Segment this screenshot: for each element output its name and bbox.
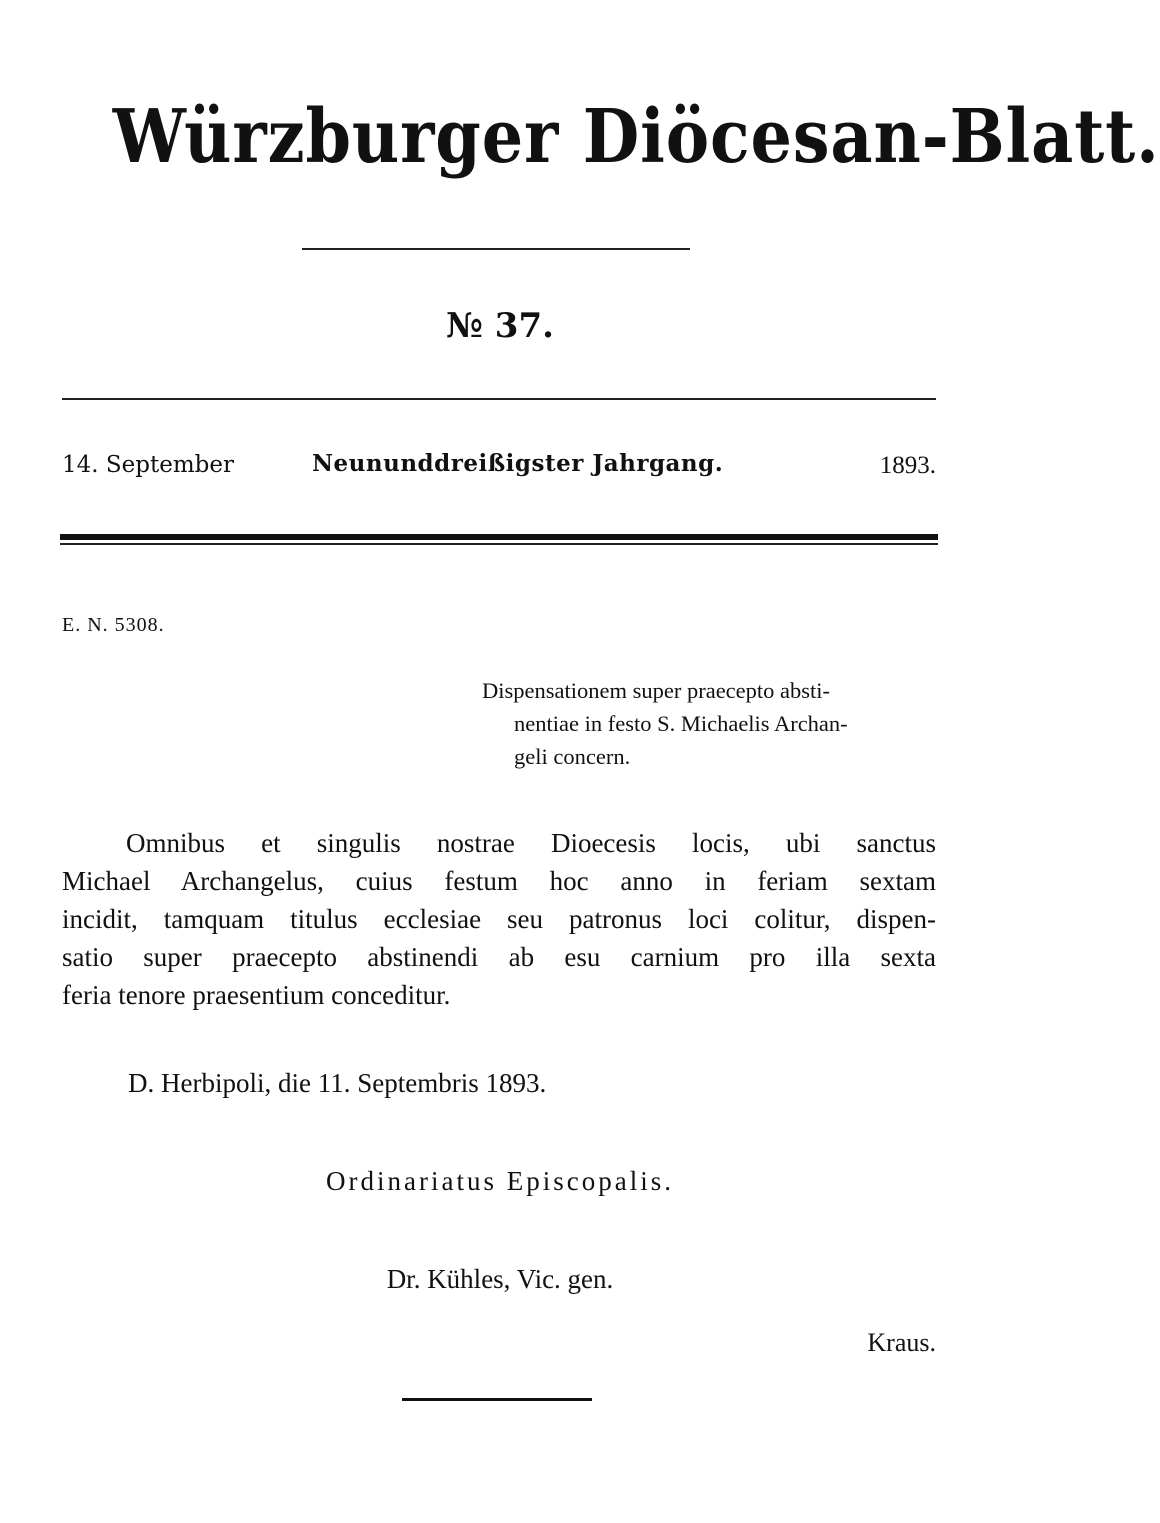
subject-line: nentiae in festo S. Michaelis Archan- <box>514 711 848 736</box>
subject-line: geli concern. <box>514 744 631 769</box>
issue-year: 1893. <box>879 452 936 479</box>
masthead-title: Würzburger Diöcesan-Blatt. <box>112 94 1160 180</box>
reference-number: E. N. 5308. <box>62 614 165 636</box>
body-line: feria tenore praesentium conceditur. <box>62 980 451 1010</box>
subject-line: Dispensationem super praecepto absti- <box>482 678 831 703</box>
masthead-divider <box>302 248 690 250</box>
volume-label: Neununddreißigster Jahrgang. <box>312 450 724 477</box>
subject-note <box>482 674 938 773</box>
place-and-date: D. Herbipoli, die 11. Septembris 1893. <box>128 1068 547 1098</box>
thick-rule <box>60 534 938 540</box>
dateline-bottom-rule <box>60 534 938 548</box>
body-line: Michael Archangelus, cuius festum hoc anno in feriam sextam <box>62 866 936 896</box>
closing-rule <box>402 1398 592 1401</box>
thin-rule <box>60 543 938 545</box>
issue-number: № 37. <box>446 306 554 346</box>
clerk-name: Kraus. <box>867 1328 936 1357</box>
dateline-top-rule <box>62 398 936 400</box>
body-line: Omnibus et singulis nostrae Dioecesis locis, ubi sanctus <box>126 828 936 858</box>
issuing-office: Ordinariatus Episcopalis. <box>326 1166 674 1196</box>
body-line: incidit, tamquam titulus ecclesiae seu patronus loci colitur, dispen- <box>62 904 936 934</box>
signatory: Dr. Kühles, Vic. gen. <box>386 1264 614 1294</box>
body-line: satio super praecepto abstinendi ab esu carnium pro illa sexta <box>62 942 936 972</box>
decree-body <box>62 824 936 1014</box>
dateline <box>62 452 936 482</box>
issue-date: 14. September <box>62 452 234 478</box>
